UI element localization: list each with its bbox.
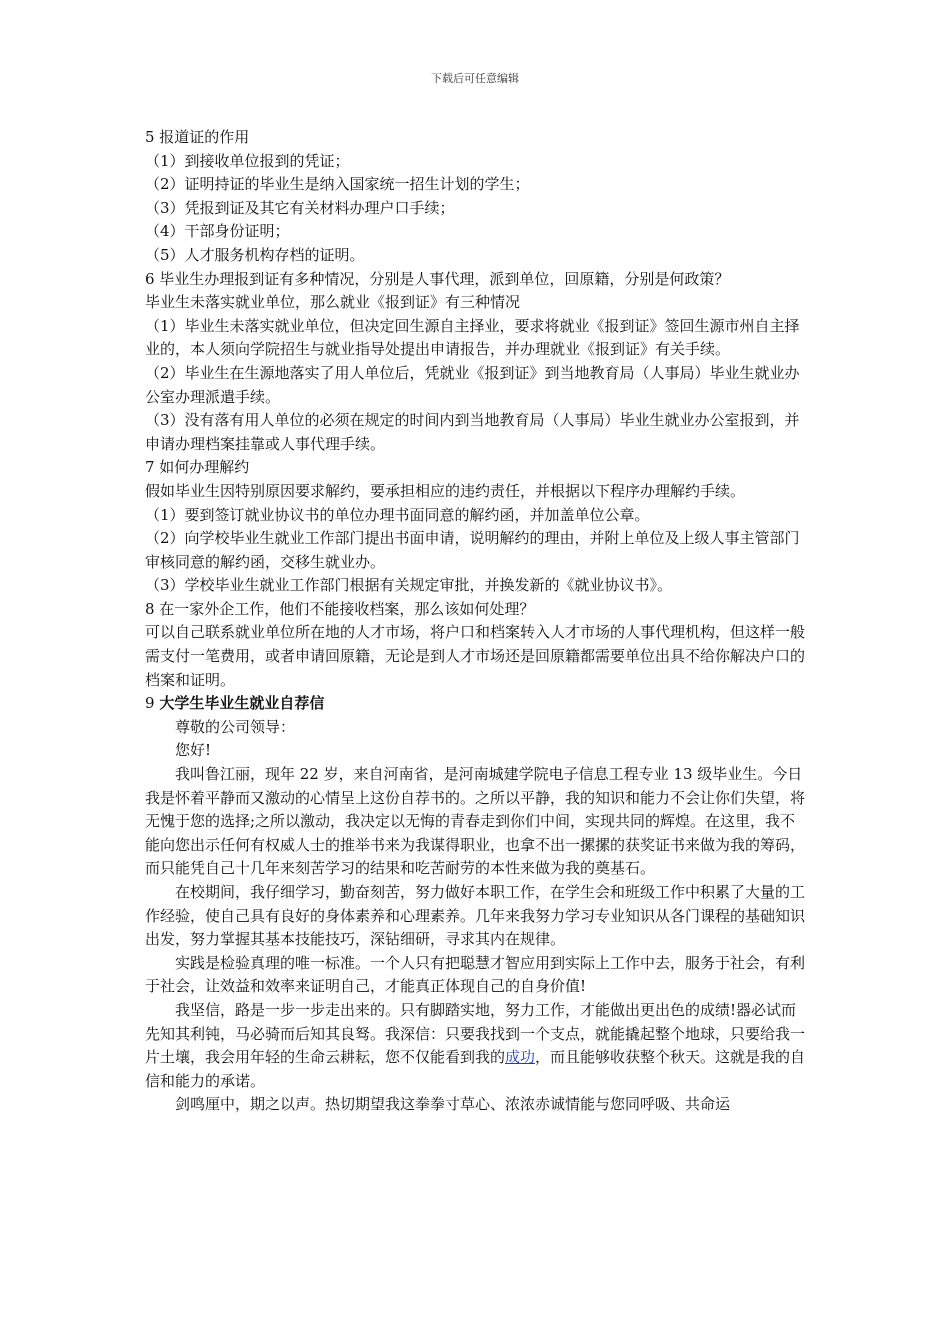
success-link[interactable]: 成功 (505, 1048, 536, 1067)
section-7-title: 7 如何办理解约 (145, 458, 250, 477)
section-9-title: 大学生毕业生就业自荐信 (159, 694, 325, 713)
section-8-body: 可以自己联系就业单位所在地的人才市场，将户口和档案转入人才市场的人事代理机构，但这样一般需支付一笔费用，或者申请回原籍，无论是到人才市场还是回原籍都需要单位出具不给你解决户口的档案和证明。 (145, 623, 806, 689)
letter-text: 我坚信，路是一步一步走出来的。只有脚踏实地，努力工作，才能做出更出色的成绩!器必试而先知其利钝，马必骑而后知其良驽。我深信：只要我找到一个支点，就能撬起整个地球，只要给我一片土壤，我会用年轻的生命云耕耘，您不仅能看到我的 (145, 1000, 806, 1067)
page-header-note: 下载后可任意编辑 (431, 72, 519, 85)
letter-text: ，而且能够收获整个秋天。这就是我的自信和能力的承诺。 (145, 1048, 806, 1090)
letter-salutation: 尊敬的公司领导： (175, 717, 296, 736)
letter-paragraph-with-link (145, 999, 809, 1093)
section-6-item: （3）没有落有用人单位的必须在规定的时间内到当地教育局（人事局）毕业生就业办公室报到，并申请办理档案挂靠或人事代理手续。 (145, 411, 800, 453)
section-6-item: （1）毕业生未落实就业单位，但决定回生源自主择业，要求将就业《报到证》签回生源市州自主择业的，本人须向学院招生与就业指导处提出申请报告，并办理就业《报到证》有关手续。 (145, 316, 800, 359)
section-5-title: 5 报道证的作用 (145, 128, 250, 146)
letter-paragraph: 剑鸣厘中，期之以声。热切期望我这拳拳寸草心、浓浓赤诚情能与您同呼吸、共命运 (175, 1095, 731, 1114)
section-5-item: （5）人才服务机构存档的证明。 (145, 245, 365, 264)
section-5-item: （1）到接收单位报到的凭证； (145, 151, 350, 170)
section-7-item: （3）学校毕业生就业工作部门根据有关规定审批，并换发新的《就业协议书》。 (145, 576, 673, 595)
document-body (145, 126, 809, 1117)
section-8-title: 8 在一家外企工作，他们不能接收档案，那么该如何处理？ (145, 599, 535, 618)
letter-paragraph: 实践是检验真理的唯一标准。一个人只有把聪慧才智应用到实际上工作中去，服务于社会，有利于社会，让效益和效率来证明自己，才能真正体现自己的自身价值! (145, 953, 806, 996)
section-7-intro: 假如毕业生因特别原因要求解约，要承担相应的违约责任，并根据以下程序办理解约手续。 (145, 481, 746, 500)
section-6-item: （2）毕业生在生源地落实了用人单位后，凭就业《报到证》到当地教育局（人事局）毕业生就业办公室办理派遣手续。 (145, 363, 800, 406)
section-9-number: 9 (145, 694, 160, 713)
section-5-item: （4）干部身份证明； (145, 222, 290, 241)
section-9-heading (145, 692, 809, 716)
section-5-item: （3）凭报到证及其它有关材料办理户口手续； (145, 198, 455, 217)
section-7-item: （1）要到签订就业协议书的单位办理书面同意的解约函，并加盖单位公章。 (145, 505, 650, 524)
letter-paragraph: 我叫鲁江丽，现年 22 岁，来自河南省，是河南城建学院电子信息工程专业 13 级毕业生。今日我是怀着平静而又激动的心情呈上这份自荐书的。之所以平静，我的知识和能力不会让你们失望，将无愧于您的选择;之所以激动，我决定以无悔的青春走到你们中间，实现共同的辉煌。在这里，我不能向您出示任何有权威人士的推举书来为我谋得职业，也拿不出一摞摞的获奖证书来做为我的筹码，而只能凭自己十几年来刻苦学习的结果和吃苦耐劳的本性来做为我的奠基石。 (145, 765, 806, 878)
section-6-intro: 毕业生未落实就业单位，那么就业《报到证》有三种情况 (145, 293, 521, 312)
section-5-item: （2）证明持证的毕业生是纳入国家统一招生计划的学生； (145, 175, 530, 194)
letter-paragraph: 在校期间，我仔细学习，勤奋刻苦，努力做好本职工作，在学生会和班级工作中积累了大量的工作经验，使自己具有良好的身体素养和心理素养。几年来我努力学习专业知识从各门课程的基础知识出发，努力掌握其基本技能技巧，深钻细研，寻求其内在规律。 (145, 883, 806, 949)
section-7-item: （2）向学校毕业生就业工作部门提出书面申请，说明解约的理由，并附上单位及上级人事主管部门审核同意的解约函，交移生就业办。 (145, 529, 800, 571)
letter-greeting: 您好! (175, 741, 212, 760)
section-6-title: 6 毕业生办理报到证有多种情况，分别是人事代理，派到单位，回原籍，分别是何政策？ (145, 269, 730, 288)
